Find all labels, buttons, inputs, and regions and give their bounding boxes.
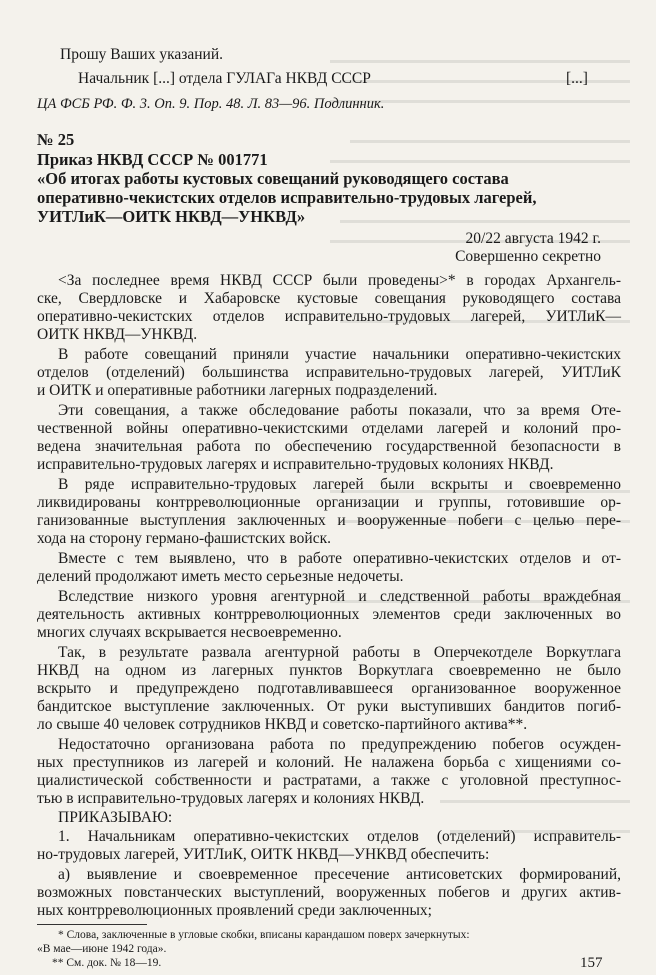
footnote-1-line-1: * Слова, заключенные в угловые скобки, вписаны карандашом поверх зачеркнутых:	[58, 929, 470, 941]
document-number: № 25	[37, 130, 75, 149]
body-line: 1. Начальникам оперативно-чекистских отделов (отделений) исправитель-	[58, 828, 621, 845]
signature-placeholder: [...]	[566, 70, 588, 87]
body-line: Вместе с тем выявлено, что в работе оперативно-чекистских отделов и от-	[58, 550, 621, 567]
secrecy-stamp: Совершенно секретно	[455, 248, 601, 265]
body-line: ганизованные выступления заключенных и вооруженные побеги с целью пере-	[37, 512, 621, 529]
body-line: ло свыше 40 человек сотрудников НКВД и советско-партийного актива**.	[37, 716, 528, 733]
body-line: ликвидированы контрреволюционные организации и группы, готовившие ор-	[37, 494, 621, 511]
document-date: 20/22 августа 1942 г.	[465, 230, 601, 247]
body-line: Недостаточно организована работа по предупреждению побегов осужден-	[58, 736, 621, 753]
request-line: Прошу Ваших указаний.	[60, 46, 224, 63]
footnote-1-line-2: «В мае—июне 1942 года».	[37, 943, 167, 955]
body-line: циалистической собственности и растратами, а также с уголовной преступнос-	[37, 772, 621, 789]
body-line: ных преступников из лагерей и колоний. Не налажена борьба с хищениями со-	[37, 754, 621, 771]
body-line: <За последнее время НКВД СССР были проведены>* в городах Архангель-	[58, 272, 621, 289]
body-line: В ряде исправительно-трудовых лагерей были вскрыты и своевременно	[58, 476, 621, 493]
document-title-line-4: УИТЛиК—ОИТК НКВД—УНКВД»	[37, 207, 306, 226]
page-number: 157	[580, 955, 603, 971]
body-line: делений продолжают иметь место серьезные недочеты.	[37, 568, 404, 585]
document-title-line-3: оперативно-чекистских отделов исправительно-трудовых лагерей,	[37, 188, 537, 207]
body-line: хода на сторону германо-фашистских войск.	[37, 530, 331, 547]
body-line: НКВД на одном из лагерных пунктов Воркутлага своевременно не было	[37, 662, 621, 679]
body-line: Вследствие низкого уровня агентурной и следственной работы враждебная	[58, 588, 621, 605]
body-line: многих случаях вскрывается несвоевременно.	[37, 624, 342, 641]
archive-reference: ЦА ФСБ РФ. Ф. 3. Оп. 9. Пор. 48. Л. 83—96. Подлинник.	[37, 96, 385, 112]
body-line: чественной войны оперативно-чекистскими отделами лагерей и колоний про-	[37, 420, 621, 437]
body-line: деятельность активных контрреволюционных элементов среди заключенных во	[37, 606, 621, 623]
body-line: вскрыто и предупреждено подготавливавшееся организованное вооруженное	[37, 680, 621, 697]
body-line: бандитское выступление заключенных. От руки выступивших бандитов погиб-	[37, 698, 621, 715]
body-line: тью в исправительно-трудовых лагерях и колониях НКВД.	[37, 790, 425, 807]
body-line: возможных повстанческих выступлений, вооруженных побегов и других актив-	[37, 884, 621, 901]
body-line: ных контрреволюционных проявлений среди заключенных;	[37, 902, 432, 919]
document-title-line-1: Приказ НКВД СССР № 001771	[37, 150, 268, 169]
body-line: ске, Свердловске и Хабаровске кустовые совещания руководящего состава	[37, 290, 621, 307]
body-line: исправительно-трудовых лагерях и исправительно-трудовых колониях НКВД.	[37, 456, 554, 473]
body-line: и ОИТК и оперативные работники лагерных подразделений.	[37, 382, 438, 399]
body-line: В работе совещаний приняли участие начальники оперативно-чекистских	[58, 346, 621, 363]
body-line: оперативно-чекистских отделов исправительно-трудовых лагерей, УИТЛиК—	[37, 308, 621, 325]
body-line: но-трудовых лагерей, УИТЛиК, ОИТК НКВД—УНКВД обеспечить:	[37, 846, 490, 863]
body-line: Так, в результате развала агентурной работы в Оперчекотделе Воркутлага	[58, 644, 621, 661]
signature-line: Начальник [...] отдела ГУЛАГа НКВД СССР	[78, 70, 371, 87]
body-line: Эти совещания, а также обследование работы показали, что за время Оте-	[58, 402, 621, 419]
body-line: отделов (отделений) большинства исправительно-трудовых лагерей, УИТЛиК	[37, 364, 621, 381]
document-title-line-2: «Об итогах работы кустовых совещаний руководящего состава	[37, 169, 509, 188]
body-line: ведена значительная работа по обеспечению государственной безопасности в	[37, 438, 621, 455]
body-line: ОИТК НКВД—УНКВД.	[37, 326, 198, 343]
order-heading: ПРИКАЗЫВАЮ:	[58, 809, 173, 826]
footnote-separator	[37, 924, 147, 925]
footnote-2: ** См. док. № 18—19.	[52, 957, 162, 969]
body-line: а) выявление и своевременное пресечение антисоветских формирований,	[58, 866, 621, 883]
